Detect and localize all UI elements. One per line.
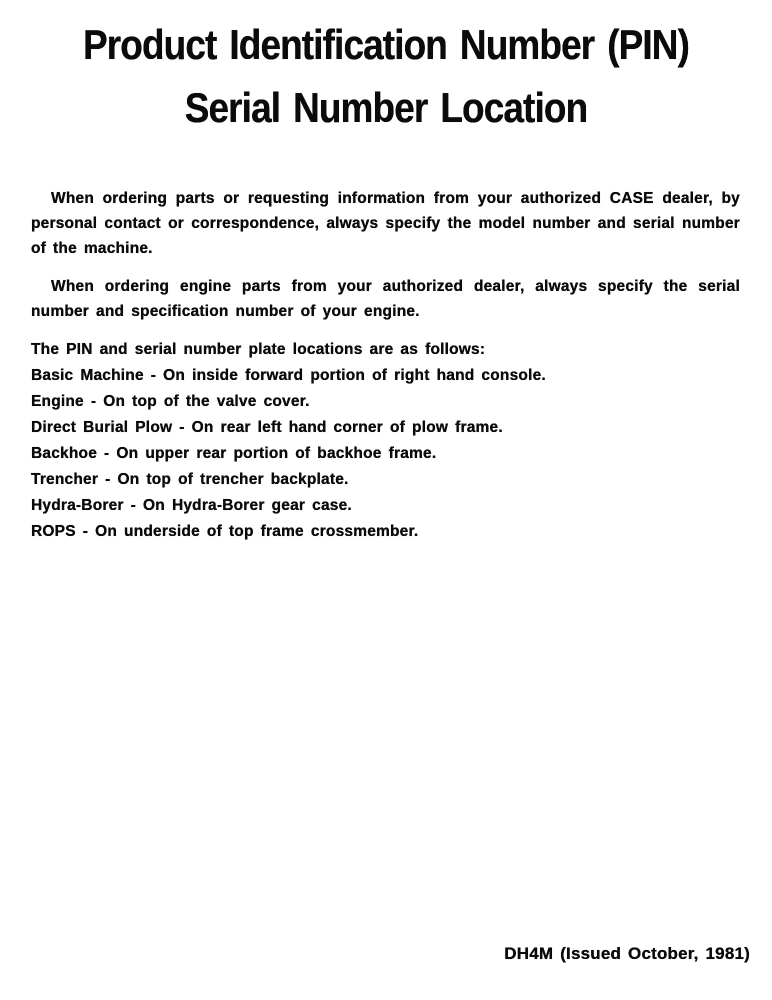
location-rops: ROPS - On underside of top frame crossmember. (31, 523, 419, 540)
document-footer-edition: DH4M (Issued October, 1981) (504, 944, 750, 963)
location-trencher: Trencher - On top of trencher backplate. (31, 471, 349, 488)
paragraph-ordering-parts: When ordering parts or requesting information from your authorized CASE dealer, by personal contact or correspondence, always specify the model number and serial number of the machine. (31, 190, 740, 257)
location-backhoe: Backhoe - On upper rear portion of backhoe frame. (31, 445, 437, 462)
location-basic-machine: Basic Machine - On inside forward portion of right hand console. (31, 367, 546, 384)
paragraph-ordering-engine-parts: When ordering engine parts from your authorized dealer, always specify the serial number and specification number of your engine. (31, 278, 740, 320)
pin-locations-intro: The PIN and serial number plate locations are as follows: (31, 341, 486, 358)
page-title-line-2: Serial Number Location (184, 84, 588, 131)
location-hydra-borer: Hydra-Borer - On Hydra-Borer gear case. (31, 497, 352, 514)
location-direct-burial-plow: Direct Burial Plow - On rear left hand corner of plow frame. (31, 419, 503, 436)
page-title (0, 21, 772, 131)
location-engine: Engine - On top of the valve cover. (31, 393, 310, 410)
page-title-line-1: Product Identification Number (PIN) (82, 21, 690, 68)
pin-locations-list (31, 337, 740, 545)
